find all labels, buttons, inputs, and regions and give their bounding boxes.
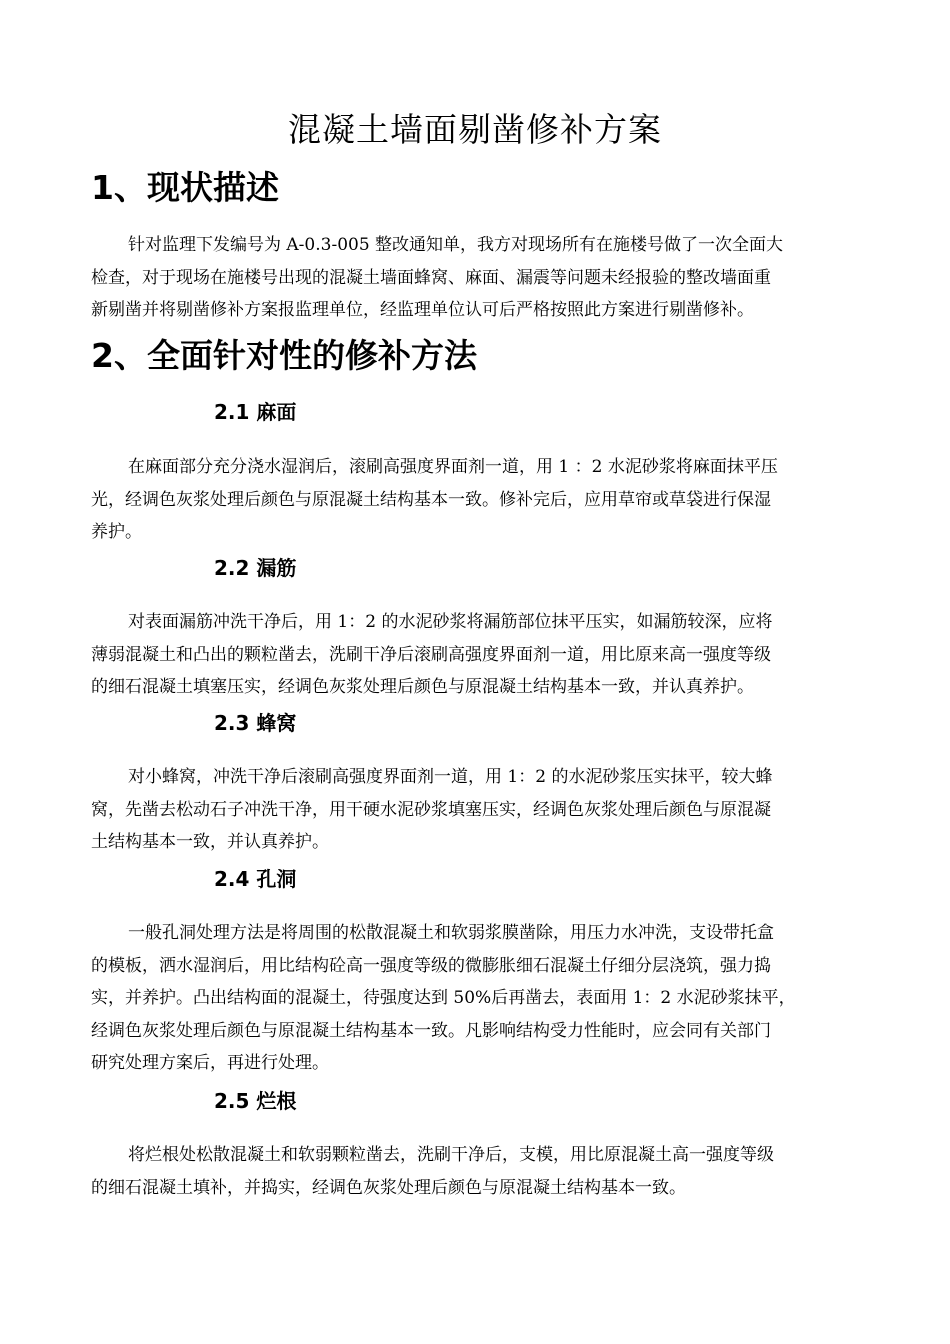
- paragraph-line: 新剔凿并将剔凿修补方案报监理单位，经监理单位认可后严格按照此方案进行剔凿修补。: [91, 300, 754, 320]
- paragraph-line: 对表面漏筋冲洗干净后，用 1：2 的水泥砂浆将漏筋部位抹平压实，如漏筋较深，应将: [128, 612, 773, 632]
- subsection-2-1-heading: 2.1 麻面: [214, 400, 297, 424]
- subsection-2-5-paragraph: [91, 1139, 861, 1204]
- paragraph-line: 养护。: [91, 522, 142, 542]
- subsection-2-1-paragraph: [91, 451, 861, 549]
- paragraph-line: 一般孔洞处理方法是将周围的松散混凝土和软弱浆膜凿除，用压力水冲洗，支设带托盒: [128, 923, 774, 943]
- paragraph-line: 薄弱混凝土和凸出的颗粒凿去，洗刷干净后滚刷高强度界面剂一道，用比原来高一强度等级: [91, 644, 771, 665]
- paragraph-line: 的细石混凝土填塞压实，经调色灰浆处理后颜色与原混凝土结构基本一致，并认真养护。: [91, 677, 754, 697]
- paragraph-line: 的细石混凝土填补，并捣实，经调色灰浆处理后颜色与原混凝土结构基本一致。: [91, 1177, 686, 1198]
- subsection-2-3-paragraph: [91, 761, 861, 859]
- paragraph-line: 光，经调色灰浆处理后颜色与原混凝土结构基本一致。修补完后，应用草帘或草袋进行保湿: [91, 489, 771, 510]
- section-1-paragraph: [91, 229, 861, 327]
- paragraph-line: 研究处理方案后，再进行处理。: [91, 1053, 329, 1073]
- paragraph-line: 对小蜂窝，冲洗干净后滚刷高强度界面剂一道，用 1：2 的水泥砂浆压实抹平，较大蜂: [128, 767, 773, 787]
- subsection-2-3-heading: 2.3 蜂窝: [214, 711, 297, 735]
- section-2-heading: 2、全面针对性的修补方法: [91, 336, 477, 375]
- paragraph-line: 实，并养护。凸出结构面的混凝土，待强度达到 50%后再凿去，表面用 1：2 水泥砂浆抹平，: [91, 988, 796, 1008]
- paragraph-line: 在麻面部分充分浇水湿润后，滚刷高强度界面剂一道，用 1 ：2 水泥砂浆将麻面抹平压: [128, 457, 778, 477]
- document-title: 混凝土墙面剔凿修补方案: [288, 110, 662, 149]
- paragraph-line: 将烂根处松散混凝土和软弱颗粒凿去，洗刷干净后，支模，用比原混凝土高一强度等级: [128, 1145, 774, 1165]
- paragraph-line: 经调色灰浆处理后颜色与原混凝土结构基本一致。凡影响结构受力性能时，应会同有关部门: [91, 1020, 771, 1041]
- subsection-2-2-paragraph: [91, 606, 861, 704]
- subsection-2-5-heading: 2.5 烂根: [214, 1089, 297, 1113]
- paragraph-line: 的模板，洒水湿润后，用比结构砼高一强度等级的微膨胀细石混凝土仔细分层浇筑，强力捣: [91, 955, 771, 976]
- paragraph-line: 土结构基本一致，并认真养护。: [91, 832, 329, 852]
- paragraph-line: 检查，对于现场在施楼号出现的混凝土墙面蜂窝、麻面、漏震等问题未经报验的整改墙面重: [91, 267, 771, 288]
- subsection-2-4-paragraph: [91, 917, 861, 1080]
- subsection-2-2-heading: 2.2 漏筋: [214, 556, 297, 580]
- section-1-heading: 1、现状描述: [91, 168, 279, 207]
- subsection-2-4-heading: 2.4 孔洞: [214, 867, 297, 891]
- paragraph-line: 针对监理下发编号为 A-0.3-005 整改通知单，我方对现场所有在施楼号做了一次全面大: [128, 235, 784, 255]
- paragraph-line: 窝，先凿去松动石子冲洗干净，用干硬水泥砂浆填塞压实，经调色灰浆处理后颜色与原混凝: [91, 799, 771, 820]
